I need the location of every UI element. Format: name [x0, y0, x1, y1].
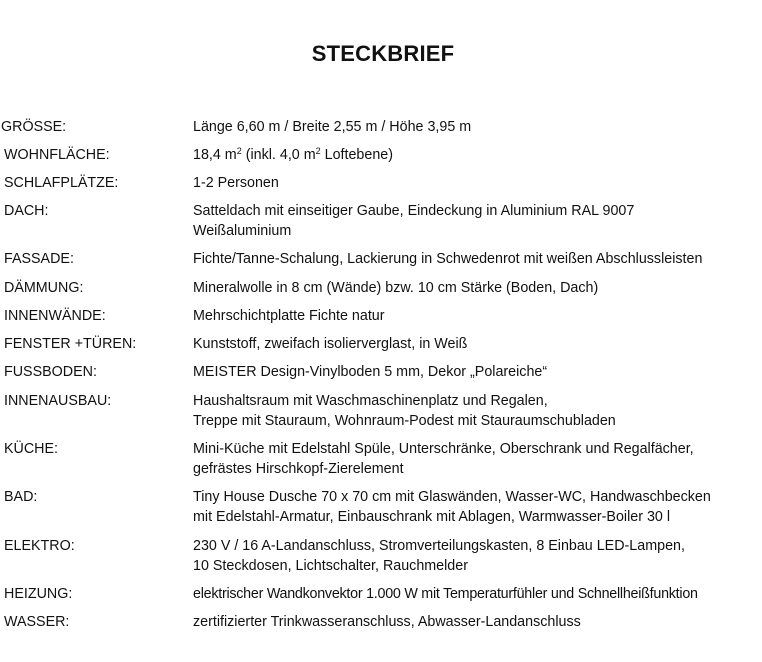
spec-value-line: Satteldach mit einseitiger Gaube, Eindeckung in Aluminium RAL 9007 [193, 203, 635, 219]
spec-label: SCHLAFPLÄTZE: [4, 175, 119, 191]
spec-label: FUSSBODEN: [4, 364, 97, 380]
spec-value [193, 250, 702, 270]
spec-value [193, 279, 598, 299]
spec-label: WOHNFLÄCHE: [4, 147, 110, 163]
spec-value [193, 146, 393, 166]
spec-value-line: Mehrschichtplatte Fichte natur [193, 308, 385, 324]
spec-value-line: Fichte/Tanne-Schalung, Lackierung in Schwedenrot mit weißen Abschlussleisten [193, 251, 703, 267]
spec-value-line: Länge 6,60 m / Breite 2,55 m / Höhe 3,95 m [193, 119, 472, 135]
spec-value-line: Mini-Küche mit Edelstahl Spüle, Unterschränke, Oberschrank und Regalfächer, [193, 441, 694, 457]
spec-value [193, 363, 547, 383]
spec-label: GRÖSSE: [1, 119, 67, 135]
spec-value [193, 202, 634, 241]
spec-label: DÄMMUNG: [4, 280, 84, 296]
spec-value-line: zertifizierter Trinkwasseranschluss, Abwasser-Landanschluss [193, 614, 581, 630]
spec-value [193, 174, 279, 194]
spec-label: BAD: [4, 489, 38, 505]
spec-value [193, 585, 698, 605]
spec-value-line: MEISTER Design-Vinylboden 5 mm, Dekor „Polareiche“ [193, 364, 548, 380]
document-title: STECKBRIEF [311, 41, 455, 66]
spec-label: INNENAUSBAU: [4, 393, 112, 409]
spec-label: FENSTER +TÜREN: [4, 336, 137, 352]
spec-value-line: 230 V / 16 A-Landanschluss, Stromverteilungskasten, 8 Einbau LED-Lampen, [193, 538, 685, 554]
spec-value-line: mit Edelstahl-Armatur, Einbauschrank mit Ablagen, Warmwasser-Boiler 30 l [193, 508, 671, 525]
spec-value-line: 10 Steckdosen, Lichtschalter, Rauchmelder [193, 557, 468, 574]
spec-label: DACH: [4, 203, 49, 219]
spec-value-line: Treppe mit Stauraum, Wohnraum-Podest mit Stauraumschubladen [193, 412, 616, 429]
spec-value [193, 537, 685, 576]
spec-value [193, 440, 694, 479]
spec-value-line: Tiny House Dusche 70 x 70 cm mit Glaswänden, Wasser-WC, Handwaschbecken [193, 489, 711, 505]
spec-label: HEIZUNG: [4, 586, 73, 602]
spec-label: ELEKTRO: [4, 538, 75, 554]
area-superscript: 2 [236, 146, 242, 156]
spec-value-line: Kunststoff, zweifach isolierverglast, in Weiß [193, 336, 468, 352]
spec-label: INNENWÄNDE: [4, 308, 106, 324]
spec-value [193, 335, 467, 355]
spec-label: KÜCHE: [4, 441, 59, 457]
spec-value [193, 488, 711, 527]
spec-label: WASSER: [4, 614, 70, 630]
spec-label: FASSADE: [4, 251, 74, 267]
spec-value-line: 1-2 Personen [193, 175, 279, 191]
spec-value [193, 307, 385, 327]
spec-value-line: Weißaluminium [193, 222, 292, 239]
spec-value-line: elektrischer Wandkonvektor 1.000 W mit Temperaturfühler und Schnellheißfunktion [193, 586, 698, 602]
area-superscript: 2 [315, 146, 321, 156]
area-loft-prefix: (inkl. 4,0 m [241, 147, 316, 163]
spec-value [193, 118, 471, 138]
spec-value-line [193, 146, 393, 166]
spec-value-line: Mineralwolle in 8 cm (Wände) bzw. 10 cm Stärke (Boden, Dach) [193, 280, 599, 296]
spec-value [193, 613, 581, 633]
area-main: 18,4 m [193, 147, 237, 163]
area-loft-suffix: Loftebene) [320, 147, 393, 163]
spec-value [193, 392, 616, 431]
spec-value-line: Haushaltsraum mit Waschmaschinenplatz und Regalen, [193, 393, 548, 409]
spec-value-line: gefrästes Hirschkopf-Zierelement [193, 460, 404, 477]
